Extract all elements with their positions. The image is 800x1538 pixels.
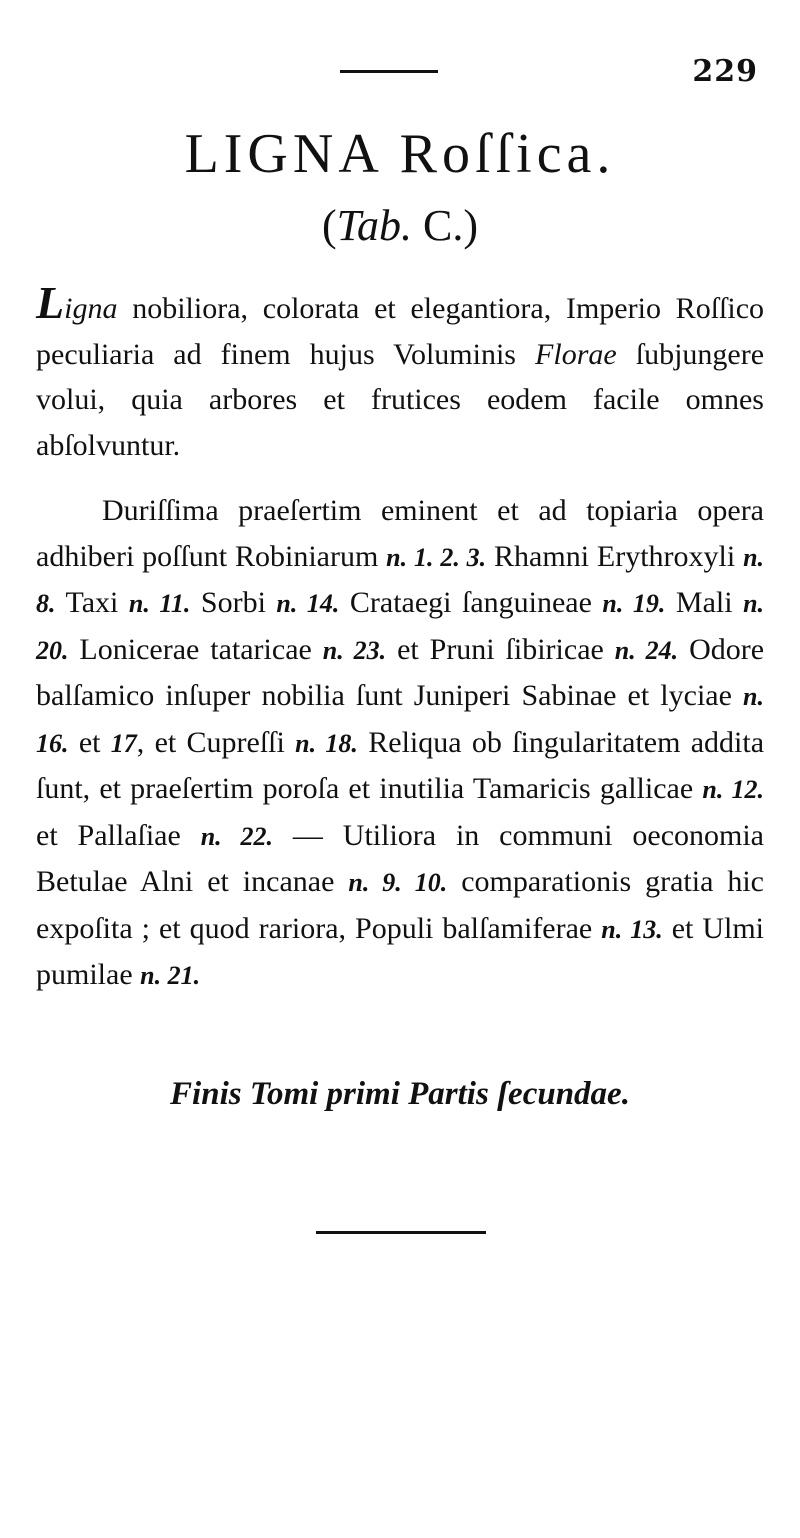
p2-n16: n. 21. (140, 961, 201, 990)
p2-s2: Rhamni Erythroxyli (494, 539, 736, 573)
p2-s13: et Pallaſiae (36, 818, 181, 852)
p2-s15: comparationis gratia hic expoſita ; et quod rariora, Populi balſamiferae (36, 865, 764, 945)
page-title: LIGNA Roſſica. (184, 123, 616, 185)
finis-line: Finis Tomi primi Partis ſecundae. (170, 1076, 630, 1112)
p2-n3: n. 11. (128, 589, 191, 618)
p2-s7: Lonicerae tataricae (79, 632, 312, 666)
p2-n5: n. 19. (602, 589, 666, 618)
p2-n15: n. 13. (601, 914, 663, 944)
subtitle-tab: Tab. (336, 201, 413, 250)
p2-s12: Reliqua ob ſingularitatem addita ſunt, et praeſertim poroſa et inutilia Tamaricis gallicae (36, 725, 765, 805)
p2-s10: et (78, 725, 101, 759)
p2-n13: n. 22. (200, 821, 274, 851)
subtitle-rest: C.) (423, 201, 479, 250)
bottom-rule (316, 1231, 486, 1234)
dropcap: L (36, 277, 65, 328)
p2-s5: Crataegi ſanguineae (349, 586, 592, 619)
p2-s16: et Ulmi pumilae (36, 911, 765, 991)
p2-s6: Mali (675, 586, 733, 619)
p2-n11: n. 18. (295, 728, 358, 758)
p2-n7: n. 23. (322, 635, 387, 665)
p2-n14: n. 9. 10. (348, 868, 448, 897)
p2-s9: Odore balſamico inſuper nobilia ſunt Juniperi Sabinae et lyciae (36, 632, 765, 712)
p2-n4: n. 14. (276, 589, 340, 618)
subtitle-open: ( (321, 201, 337, 250)
paragraph-1 (36, 277, 765, 468)
p2-s4: Sorbi (200, 586, 266, 619)
p2-s1: Duriſſima praeſertim eminent et ad topiaria opera adhiberi poſſunt Robiniarum (36, 494, 764, 573)
p1-flora: Florae (535, 337, 617, 371)
p2-s11: , et Cupreſſi (136, 725, 285, 759)
page-number: 229 (692, 54, 758, 89)
p2-s14: — Utiliora in communi oeconomia Betulae Alni et incanae (36, 818, 764, 898)
subtitle (0, 200, 800, 251)
p1-text-a: nobiliora, colorata et elegantiora, Imperio Roſſico peculiaria ad finem hujus Voluminis (36, 292, 765, 371)
p2-n6: n. 20. (36, 589, 765, 665)
paragraph-2 (36, 488, 764, 999)
lead-word: igna (64, 292, 118, 325)
p2-s3: Taxi (65, 586, 119, 619)
top-rule (340, 70, 438, 73)
p2-n12: n. 12. (702, 775, 764, 804)
p2-n2: n. 8. (36, 542, 765, 618)
p2-n9: n. 16. (36, 682, 765, 758)
p2-n10: 17 (110, 728, 137, 758)
p2-n8: n. 24. (614, 635, 679, 665)
body-text (36, 277, 765, 999)
p2-n1: n. 1. 2. 3. (386, 542, 487, 572)
p2-s8: et Pruni ſibiricae (397, 632, 604, 666)
p1-text-b: ſubjungere volui, quia arbores et frutices eodem facile omnes abſolvuntur. (36, 337, 765, 462)
